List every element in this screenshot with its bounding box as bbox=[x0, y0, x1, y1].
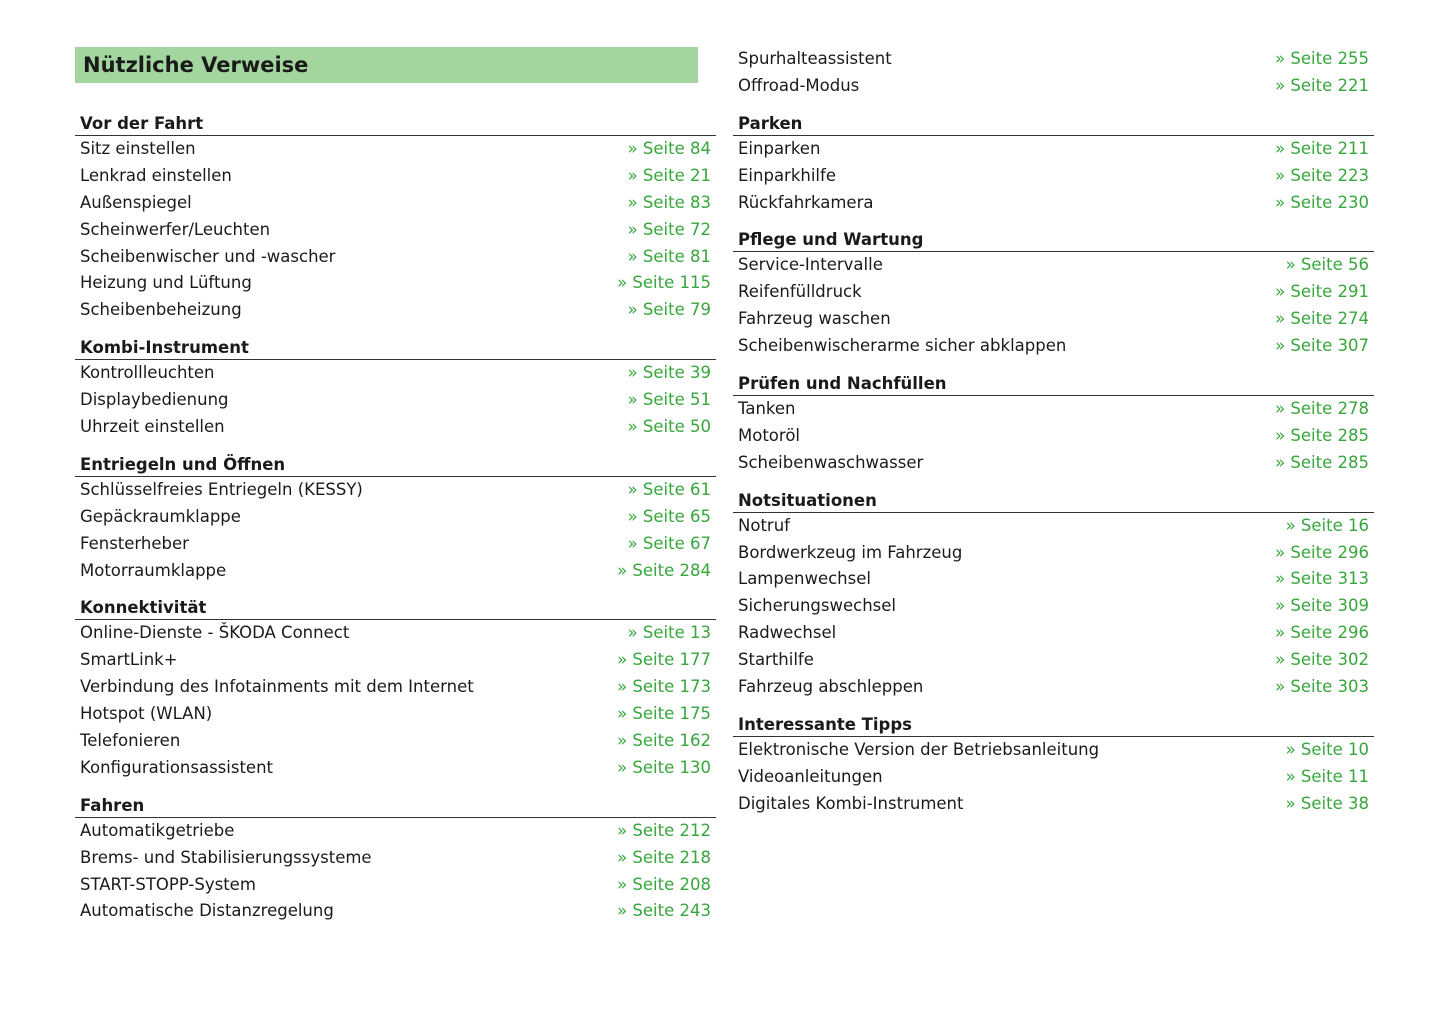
page-reference-link[interactable]: » Seite 175 bbox=[617, 704, 711, 724]
page-title-bar bbox=[75, 47, 698, 83]
reference-label: Scheinwerfer/Leuchten bbox=[80, 219, 271, 239]
reference-label: Tanken bbox=[738, 399, 796, 419]
reference-label: Sitz einstellen bbox=[80, 139, 196, 158]
page-reference-link[interactable]: » Seite 11 bbox=[1285, 766, 1369, 786]
reference-row bbox=[75, 728, 716, 755]
page-reference-link[interactable]: » Seite 115 bbox=[617, 273, 711, 293]
reference-label: Fensterheber bbox=[80, 533, 189, 553]
reference-label: Hotspot (WLAN) bbox=[80, 704, 213, 724]
reference-section bbox=[75, 782, 716, 926]
reference-label: Videoanleitungen bbox=[738, 766, 883, 786]
reference-label: Schlüsselfreies Entriegeln (KESSY) bbox=[80, 479, 363, 499]
reference-row bbox=[75, 190, 716, 217]
reference-label: Lenkrad einstellen bbox=[80, 165, 232, 185]
reference-section bbox=[75, 109, 716, 324]
reference-label: Rückfahrkamera bbox=[738, 192, 874, 212]
reference-row bbox=[733, 647, 1374, 674]
reference-row bbox=[733, 136, 1374, 163]
reference-label: START-STOPP-System bbox=[80, 874, 256, 894]
reference-label: Konfigurationsassistent bbox=[80, 757, 274, 777]
section-heading: Entriegeln und Öffnen bbox=[75, 450, 716, 477]
reference-label: Verbindung des Infotainments mit dem Internet bbox=[80, 677, 474, 697]
reference-label: Scheibenbeheizung bbox=[80, 300, 242, 320]
reference-label: Uhrzeit einstellen bbox=[80, 417, 225, 437]
page-reference-link[interactable]: » Seite 21 bbox=[627, 165, 711, 185]
reference-row bbox=[733, 674, 1374, 701]
reference-label: Einparkhilfe bbox=[738, 165, 836, 185]
reference-label: Elektronische Version der Betriebsanleitung bbox=[738, 739, 1100, 759]
reference-row bbox=[75, 217, 716, 244]
reference-row bbox=[75, 620, 716, 647]
reference-label: Außenspiegel bbox=[80, 192, 192, 212]
page-reference-link[interactable]: » Seite 56 bbox=[1285, 255, 1369, 275]
page-reference-link[interactable]: » Seite 255 bbox=[1275, 49, 1369, 68]
page-reference-link[interactable]: » Seite 307 bbox=[1275, 336, 1369, 356]
reference-label: Fahrzeug waschen bbox=[738, 309, 891, 329]
page-title: Nützliche Verweise bbox=[83, 53, 309, 77]
reference-row bbox=[75, 477, 716, 504]
reference-row bbox=[75, 244, 716, 271]
reference-row bbox=[733, 73, 1374, 100]
reference-row bbox=[75, 558, 716, 585]
page-reference-link[interactable]: » Seite 177 bbox=[617, 650, 711, 670]
left-column bbox=[75, 109, 716, 925]
reference-label: Service-Intervalle bbox=[738, 255, 883, 275]
reference-row bbox=[733, 46, 1374, 73]
reference-section bbox=[733, 216, 1374, 360]
reference-row bbox=[733, 450, 1374, 477]
reference-label: Einparken bbox=[738, 138, 821, 158]
page-reference-link[interactable]: » Seite 84 bbox=[627, 139, 711, 158]
reference-row bbox=[75, 270, 716, 297]
reference-label: Scheibenwischer und -wascher bbox=[80, 246, 336, 266]
reference-row bbox=[733, 791, 1374, 818]
page-reference-link[interactable]: » Seite 243 bbox=[617, 901, 711, 921]
reference-row bbox=[733, 190, 1374, 217]
page-reference-link[interactable]: » Seite 296 bbox=[1275, 542, 1369, 562]
section-heading: Pflege und Wartung bbox=[733, 225, 1374, 252]
reference-row bbox=[733, 764, 1374, 791]
reference-label: Online-Dienste - ŠKODA Connect bbox=[80, 623, 350, 643]
section-heading: Fahren bbox=[75, 791, 716, 818]
reference-row bbox=[733, 620, 1374, 647]
reference-row bbox=[75, 136, 716, 163]
page-reference-link[interactable]: » Seite 39 bbox=[627, 363, 711, 383]
page-reference-link[interactable]: » Seite 303 bbox=[1275, 677, 1369, 697]
page-reference-link[interactable]: » Seite 296 bbox=[1275, 623, 1369, 643]
reference-row bbox=[75, 297, 716, 324]
reference-label: Motoröl bbox=[738, 425, 800, 445]
page-reference-link[interactable]: » Seite 208 bbox=[617, 874, 711, 894]
reference-label: Bordwerkzeug im Fahrzeug bbox=[738, 542, 963, 562]
reference-section bbox=[75, 324, 716, 441]
page-reference-link[interactable]: » Seite 65 bbox=[627, 506, 711, 526]
reference-label: Automatikgetriebe bbox=[80, 820, 235, 840]
page-reference-link[interactable]: » Seite 79 bbox=[627, 300, 711, 320]
reference-row bbox=[733, 737, 1374, 764]
page-reference-link[interactable]: » Seite 61 bbox=[627, 479, 711, 499]
reference-row bbox=[733, 396, 1374, 423]
reference-row bbox=[733, 163, 1374, 190]
reference-row bbox=[733, 279, 1374, 306]
page-reference-link[interactable]: » Seite 13 bbox=[627, 623, 711, 643]
reference-label: Offroad-Modus bbox=[738, 75, 860, 95]
page-reference-link[interactable]: » Seite 211 bbox=[1275, 138, 1369, 158]
page-reference-link[interactable]: » Seite 291 bbox=[1275, 282, 1369, 302]
page-reference-link[interactable]: » Seite 285 bbox=[1275, 425, 1369, 445]
reference-section bbox=[75, 584, 716, 781]
page-reference-link[interactable]: » Seite 218 bbox=[617, 847, 711, 867]
section-heading: Kombi-Instrument bbox=[75, 333, 716, 360]
page-reference-link[interactable]: » Seite 302 bbox=[1275, 650, 1369, 670]
page-reference-link[interactable]: » Seite 38 bbox=[1285, 793, 1369, 813]
reference-row bbox=[733, 423, 1374, 450]
reference-label: Heizung und Lüftung bbox=[80, 273, 252, 293]
reference-row bbox=[75, 898, 716, 925]
page-reference-link[interactable]: » Seite 16 bbox=[1285, 515, 1369, 535]
page-reference-link[interactable]: » Seite 230 bbox=[1275, 192, 1369, 212]
page-reference-link[interactable]: » Seite 67 bbox=[627, 533, 711, 553]
section-heading: Prüfen und Nachfüllen bbox=[733, 369, 1374, 396]
section-heading: Konnektivität bbox=[75, 593, 716, 620]
page-reference-link[interactable]: » Seite 221 bbox=[1275, 75, 1369, 95]
reference-label: SmartLink+ bbox=[80, 650, 178, 670]
reference-row bbox=[75, 872, 716, 899]
reference-row bbox=[75, 531, 716, 558]
reference-section bbox=[75, 441, 716, 585]
reference-label: Sicherungswechsel bbox=[738, 596, 897, 616]
reference-section bbox=[733, 100, 1374, 217]
reference-row bbox=[733, 513, 1374, 540]
page-reference-link[interactable]: » Seite 162 bbox=[617, 731, 711, 751]
reference-row bbox=[75, 163, 716, 190]
section-heading: Parken bbox=[733, 109, 1374, 136]
right-column bbox=[733, 46, 1374, 818]
reference-row bbox=[733, 306, 1374, 333]
reference-label: Motorraumklappe bbox=[80, 560, 227, 580]
reference-label: Notruf bbox=[738, 515, 790, 535]
reference-row bbox=[733, 566, 1374, 593]
reference-label: Digitales Kombi-Instrument bbox=[738, 793, 964, 813]
reference-section bbox=[733, 360, 1374, 477]
reference-section bbox=[733, 477, 1374, 701]
reference-row bbox=[733, 593, 1374, 620]
reference-label: Starthilfe bbox=[738, 650, 814, 670]
page-reference-link[interactable]: » Seite 72 bbox=[627, 219, 711, 239]
reference-row bbox=[75, 647, 716, 674]
reference-row bbox=[733, 333, 1374, 360]
reference-label: Displaybedienung bbox=[80, 390, 229, 410]
page-reference-link[interactable]: » Seite 212 bbox=[617, 820, 711, 840]
reference-label: Lampenwechsel bbox=[738, 569, 871, 589]
reference-label: Gepäckraumklappe bbox=[80, 506, 241, 526]
section-heading: Notsituationen bbox=[733, 486, 1374, 513]
reference-row bbox=[75, 360, 716, 387]
page-reference-link[interactable]: » Seite 285 bbox=[1275, 452, 1369, 472]
reference-label: Radwechsel bbox=[738, 623, 837, 643]
reference-row bbox=[75, 755, 716, 782]
reference-row bbox=[75, 845, 716, 872]
section-heading: Interessante Tipps bbox=[733, 710, 1374, 737]
reference-label: Telefonieren bbox=[80, 731, 181, 751]
reference-row bbox=[75, 701, 716, 728]
reference-row bbox=[75, 818, 716, 845]
reference-label: Kontrollleuchten bbox=[80, 363, 215, 383]
reference-label: Fahrzeug abschleppen bbox=[738, 677, 924, 697]
reference-row bbox=[75, 414, 716, 441]
page-reference-link[interactable]: » Seite 313 bbox=[1275, 569, 1369, 589]
reference-section bbox=[733, 701, 1374, 818]
page-reference-link[interactable]: » Seite 274 bbox=[1275, 309, 1369, 329]
page-reference-link[interactable]: » Seite 50 bbox=[627, 417, 711, 437]
reference-row bbox=[733, 252, 1374, 279]
reference-row bbox=[75, 674, 716, 701]
reference-row bbox=[75, 387, 716, 414]
page-reference-link[interactable]: » Seite 81 bbox=[627, 246, 711, 266]
page-reference-link[interactable]: » Seite 278 bbox=[1275, 399, 1369, 419]
reference-label: Automatische Distanzregelung bbox=[80, 901, 334, 921]
reference-label: Reifenfülldruck bbox=[738, 282, 862, 302]
reference-row bbox=[75, 504, 716, 531]
page-reference-link[interactable]: » Seite 173 bbox=[617, 677, 711, 697]
section-heading: Vor der Fahrt bbox=[75, 109, 716, 136]
page-reference-link[interactable]: » Seite 51 bbox=[627, 390, 711, 410]
page-reference-link[interactable]: » Seite 10 bbox=[1285, 739, 1369, 759]
page-reference-link[interactable]: » Seite 309 bbox=[1275, 596, 1369, 616]
reference-label: Scheibenwaschwasser bbox=[738, 452, 924, 472]
page-reference-link[interactable]: » Seite 83 bbox=[627, 192, 711, 212]
reference-label: Spurhalteassistent bbox=[738, 49, 892, 68]
page-reference-link[interactable]: » Seite 223 bbox=[1275, 165, 1369, 185]
reference-label: Scheibenwischerarme sicher abklappen bbox=[738, 336, 1067, 356]
page-reference-link[interactable]: » Seite 284 bbox=[617, 560, 711, 580]
reference-row bbox=[733, 540, 1374, 567]
page-reference-link[interactable]: » Seite 130 bbox=[617, 757, 711, 777]
reference-label: Brems- und Stabilisierungssysteme bbox=[80, 847, 372, 867]
reference-section bbox=[733, 46, 1374, 100]
